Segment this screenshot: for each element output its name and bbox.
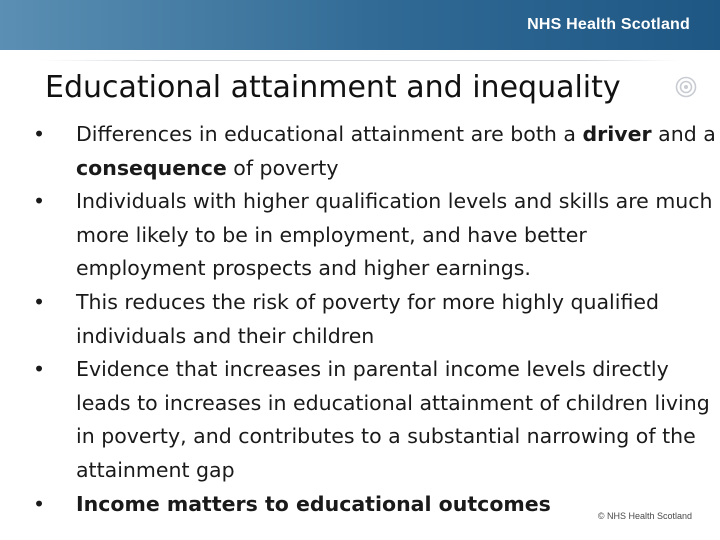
title-divider bbox=[40, 60, 680, 61]
bullet-icon: • bbox=[32, 357, 46, 382]
bullet-text-bold: consequence bbox=[76, 155, 227, 180]
bullet-list bbox=[26, 118, 716, 521]
bullet-text: of poverty bbox=[226, 155, 339, 180]
bullet-text-bold: Income matters to educational outcomes bbox=[76, 491, 551, 516]
bullet-text: This reduces the risk of poverty for more highly qualified individuals and their children bbox=[76, 289, 659, 348]
bullet-text: and a bbox=[651, 122, 716, 146]
bullet-icon: • bbox=[32, 289, 46, 314]
bullet-item bbox=[26, 353, 716, 487]
bullet-text: Evidence that increases in parental income levels directly leads to increases in educational attainment of children living in poverty, and contributes to a substantial narrowing of the attainment gap bbox=[76, 357, 710, 482]
brand-logo: NHS Health Scotland bbox=[527, 16, 690, 33]
bullet-item bbox=[26, 185, 716, 286]
bullet-icon: • bbox=[32, 122, 46, 146]
footer-logo: © NHS Health Scotland bbox=[597, 511, 692, 521]
slide-title: Educational attainment and inequality bbox=[45, 70, 621, 105]
bullet-icon: • bbox=[32, 189, 46, 214]
target-icon bbox=[675, 76, 697, 98]
bullet-text-bold: driver bbox=[582, 122, 652, 146]
bullet-item bbox=[26, 118, 716, 185]
bullet-item bbox=[26, 286, 716, 353]
bullet-icon: • bbox=[32, 491, 46, 516]
bullet-text: Differences in educational attainment are both a bbox=[76, 122, 583, 146]
bullet-text: Individuals with higher qualification levels and skills are much more likely to be in employment, and have better employment prospects and higher earnings. bbox=[76, 189, 713, 281]
